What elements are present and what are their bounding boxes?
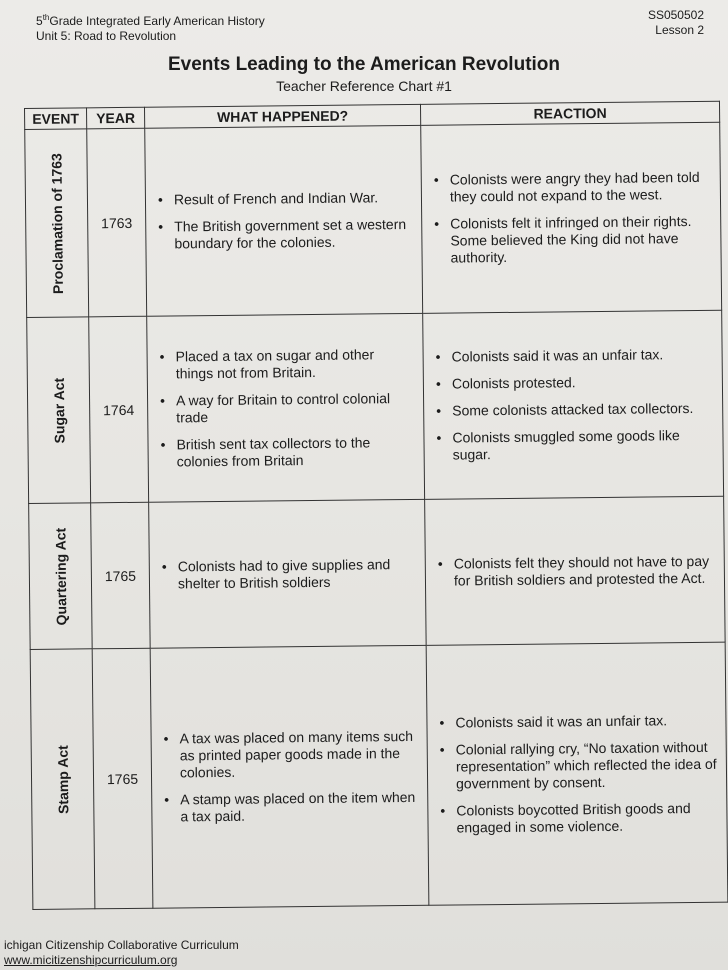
list-item: • Colonial rallying cry, “No taxation without representation” which reflected the idea of government by consent. (456, 738, 719, 792)
event-cell (30, 649, 95, 910)
list-item: • Colonists were angry they had been told they could not expand to the west. (450, 169, 712, 206)
list-item: • Colonists had to give supplies and shelter to British soldiers (178, 555, 417, 592)
what-happened-cell (150, 645, 429, 908)
list-item: • British sent tax collectors to the colonies from Britain (176, 433, 415, 470)
event-cell (29, 503, 93, 650)
grade-number: 5 (36, 14, 43, 28)
column-header-what-happened: WHAT HAPPENED? (144, 104, 420, 128)
table-row (30, 642, 728, 909)
header-right (648, 8, 704, 38)
list-item: • Placed a tax on sugar and other things not from Britain. (176, 345, 415, 382)
event-name: Quartering Act (51, 527, 69, 625)
list-item: • Colonists felt they should not have to pay for British soldiers and protested the Act. (454, 552, 716, 589)
what-happened-cell (147, 313, 425, 502)
event-cell (25, 129, 89, 318)
grade-superscript: th (42, 13, 50, 22)
event-name: Sugar Act (50, 377, 68, 444)
list-item: • Colonists said it was an unfair tax. (455, 711, 717, 731)
page-subtitle: Teacher Reference Chart #1 (276, 78, 452, 94)
reaction-cell (425, 496, 726, 645)
list-item: • Result of French and Indian War. (174, 189, 413, 209)
what-happened-cell (149, 499, 427, 648)
column-header-event: EVENT (25, 108, 87, 130)
table-row (27, 310, 724, 503)
list-item: • Colonists protested. (452, 373, 714, 393)
reaction-cell (426, 642, 728, 905)
list-item: • Colonists felt it infringed on their rights. Some believed the King did not have authority. (450, 213, 713, 267)
reference-chart (24, 101, 728, 910)
year-cell: 1765 (92, 648, 153, 909)
unit-label: Unit 5: Road to Revolution (36, 29, 177, 43)
footer-org: ichigan Citizenship Collaborative Curriculum (4, 938, 239, 952)
event-name: Proclamation of 1763 (47, 152, 66, 294)
list-item: • Some colonists attacked tax collectors. (452, 400, 714, 420)
table-row (29, 496, 725, 649)
column-header-year: YEAR (87, 107, 145, 129)
reaction-cell (421, 122, 722, 313)
course-code: SS050502 (647, 8, 704, 22)
list-item: • A tax was placed on many items such as printed paper goods made in the colonies. (180, 728, 420, 782)
event-cell (27, 317, 91, 504)
column-header-reaction: REACTION (420, 101, 719, 125)
grade-text: Grade Integrated Early American History (49, 14, 265, 28)
list-item: • Colonists smuggled some goods like sugar. (452, 427, 714, 464)
year-cell: 1765 (91, 502, 151, 649)
list-item: • Colonists said it was an unfair tax. (452, 346, 714, 366)
list-item: • The British government set a western boundary for the colonies. (174, 216, 413, 253)
year-cell: 1764 (89, 316, 149, 503)
reaction-cell (423, 310, 724, 499)
list-item: • A stamp was placed on the item when a tax paid. (180, 789, 419, 826)
year-cell: 1763 (87, 128, 147, 317)
table-row (25, 122, 722, 317)
lesson-label: Lesson 2 (655, 23, 704, 37)
page-title: Events Leading to the American Revolution (167, 54, 561, 75)
header-left (36, 10, 265, 44)
list-item: • Colonists boycotted British goods and engaged in some violence. (456, 799, 718, 836)
what-happened-cell (145, 125, 423, 316)
footer-url[interactable]: www.micitizenshipcurriculum.org (4, 953, 178, 967)
event-name: Stamp Act (54, 744, 71, 814)
list-item: • A way for Britain to control colonial trade (176, 389, 415, 426)
grade-line (36, 10, 265, 29)
footer (4, 938, 239, 968)
